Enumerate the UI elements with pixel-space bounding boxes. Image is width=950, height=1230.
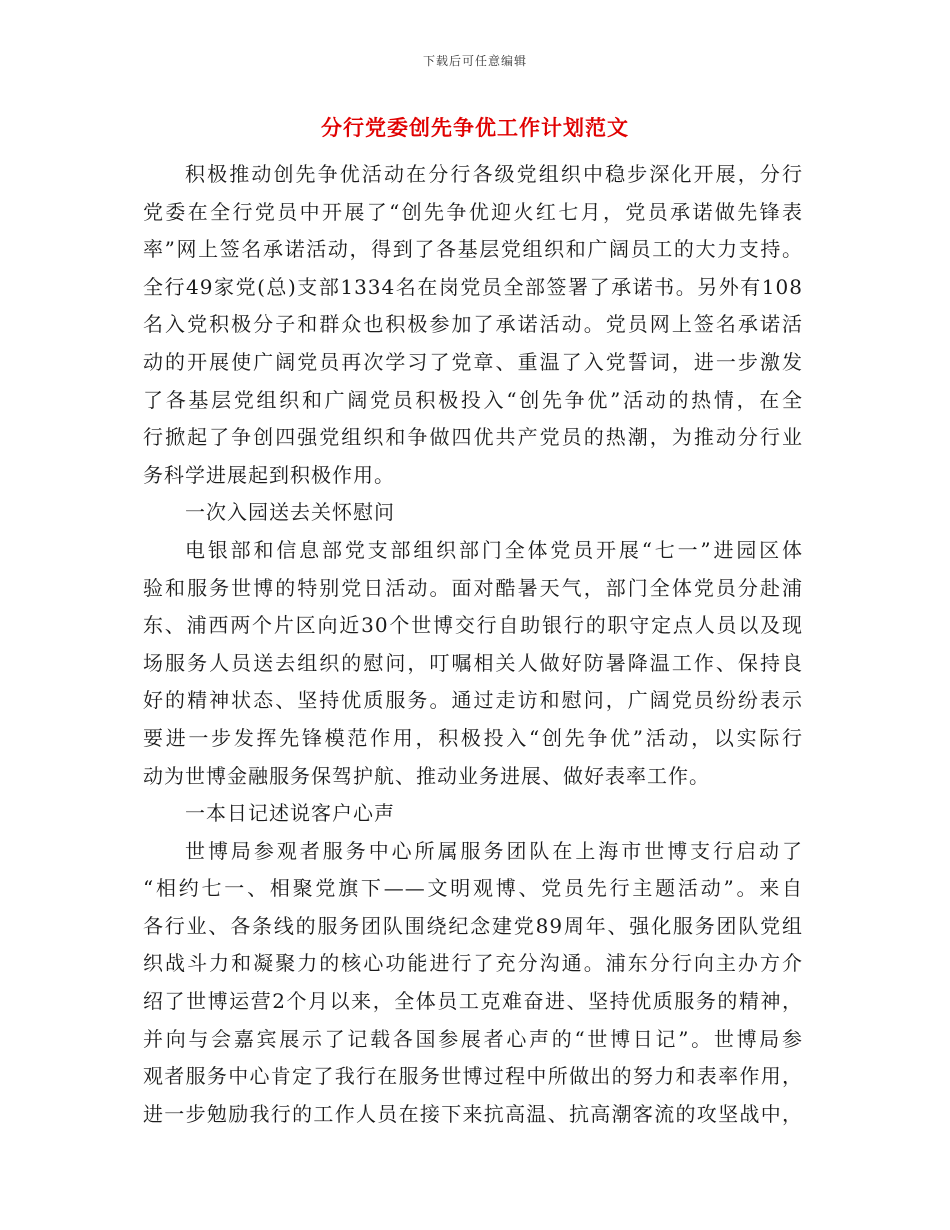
text-line: 各行业、各条线的服务团队围绕纪念建党89周年、强化服务团队党组 bbox=[143, 913, 803, 938]
text-line: 全行49家党(总)支部1334名在岗党员全部签署了承诺书。另外有108 bbox=[143, 274, 803, 299]
text-line: 务科学进展起到积极作用。 bbox=[143, 462, 395, 487]
text-line: 东、浦西两个片区向近30个世博交行自助银行的职守定点人员以及现 bbox=[143, 613, 803, 638]
text-line: 进一步勉励我行的工作人员在接下来抗高温、抗高潮客流的攻坚战中， bbox=[143, 1101, 803, 1126]
document-body bbox=[143, 156, 803, 1133]
text-line: 积极推动创先争优活动在分行各级党组织中稳步深化开展，分行 bbox=[185, 162, 803, 186]
text-line: 验和服务世博的特别党日活动。面对酷暑天气，部门全体党员分赴浦 bbox=[143, 575, 803, 600]
text-line: 一本日记述说客户心声 bbox=[185, 801, 395, 826]
document-title: 分行党委创先争优工作计划范文 bbox=[321, 116, 629, 140]
text-line: 绍了世博运营2个月以来，全体员工克难奋进、坚持优质服务的精神， bbox=[143, 989, 803, 1014]
text-line: 观者服务中心肯定了我行在服务世博过程中所做出的努力和表率作用， bbox=[143, 1064, 803, 1089]
text-line: 场服务人员送去组织的慰问，叮嘱相关人做好防暑降温工作、保持良 bbox=[143, 650, 803, 675]
text-line: 动为世博金融服务保驾护航、推动业务进展、做好表率工作。 bbox=[143, 763, 710, 788]
text-line: 世博局参观者服务中心所属服务团队在上海市世博支行启动了 bbox=[185, 838, 803, 863]
text-line: 名入党积极分子和群众也积极参加了承诺活动。党员网上签名承诺活 bbox=[143, 312, 803, 337]
text-line: “相约七一、相聚党旗下——文明观博、党员先行主题活动”。来自 bbox=[143, 876, 803, 901]
text-line: 电银部和信息部党支部组织部门全体党员开展“七一”进园区体 bbox=[185, 537, 803, 562]
text-line: 行掀起了争创四强党组织和争做四优共产党员的热潮，为推动分行业 bbox=[143, 425, 803, 450]
text-line: 并向与会嘉宾展示了记载各国参展者心声的“世博日记”。世博局参 bbox=[143, 1026, 803, 1051]
text-line: 一次入园送去关怀慰问 bbox=[185, 500, 395, 525]
text-line: 好的精神状态、坚持优质服务。通过走访和慰问，广阔党员纷纷表示 bbox=[143, 688, 803, 713]
header-note: 下载后可任意编辑 bbox=[422, 54, 527, 68]
text-line: 动的开展使广阔党员再次学习了党章、重温了入党誓词，进一步激发 bbox=[143, 349, 803, 374]
text-line: 党委在全行党员中开展了“创先争优迎火红七月，党员承诺做先锋表 bbox=[143, 199, 803, 224]
text-line: 织战斗力和凝聚力的核心功能进行了充分沟通。浦东分行向主办方介 bbox=[143, 951, 803, 976]
text-line: 要进一步发挥先锋模范作用，积极投入“创先争优”活动，以实际行 bbox=[143, 725, 803, 750]
text-line: 了各基层党组织和广阔党员积极投入“创先争优”活动的热情，在全 bbox=[143, 387, 803, 412]
text-line: 率”网上签名承诺活动，得到了各基层党组织和广阔员工的大力支持。 bbox=[143, 237, 803, 262]
